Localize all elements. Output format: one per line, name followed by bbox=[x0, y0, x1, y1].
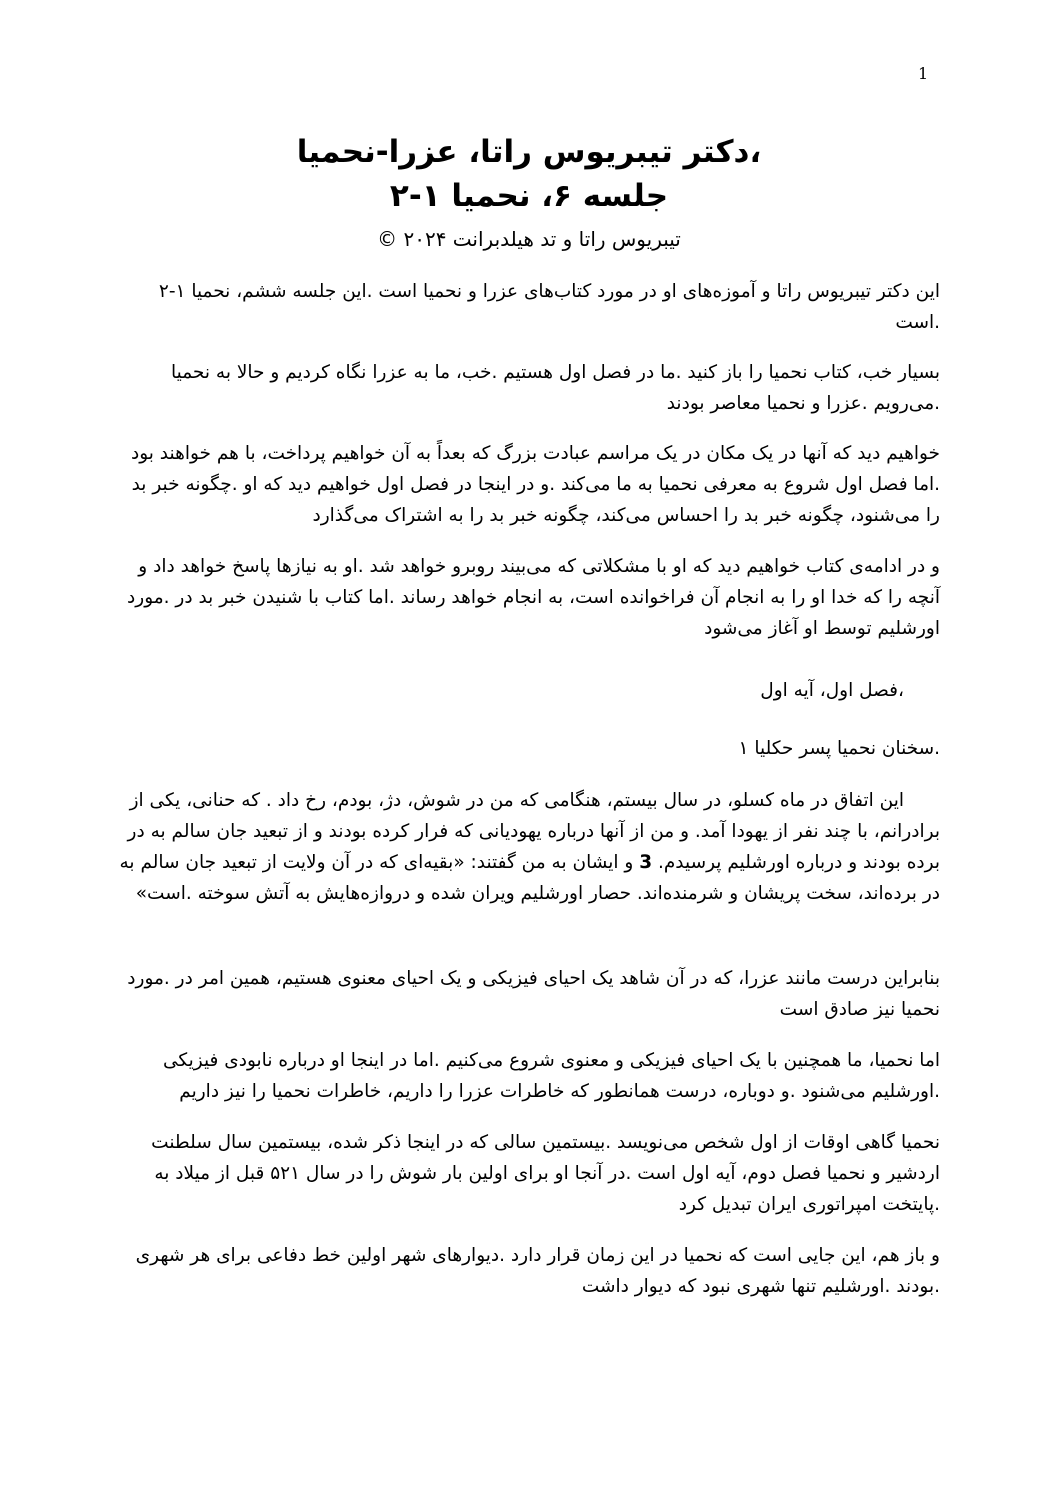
scripture-passage bbox=[118, 785, 940, 909]
scripture-heading: ،فصل اول، آیه اول bbox=[760, 680, 904, 701]
paragraph-open-book: بسیار خب، کتاب نحمیا را باز کنید .ما در فصل اول هستیم .خب، ما به عزرا نگاه کردیم و حالا به نحمیا .می‌رویم .عزرا و نحمیا معاصر بودند bbox=[171, 362, 940, 414]
page-number: 1 bbox=[918, 64, 929, 83]
paragraph-physical-revival: اما نحمیا، ما همچنین با یک احیای فیزیکی و معنوی شروع می‌کنیم .اما در اینجا او درباره نابودی فیزیکی .اورشلیم می‌شنود .و دوباره، درست همانطور که خاطرات عزرا را داریم، خاطرات نحمیا را نیز داریم bbox=[162, 1050, 940, 1102]
verse-number: 3 bbox=[639, 852, 653, 873]
scripture-passage-part1: این اتفاق در ماه کسلو، در سال بیستم، هنگامی که من در شوش، دژ، بودم، رخ داد . که حنانی، یکی از برادرانم، با چند نفر از یهودا آمد. و من از آنها درباره یهودیانی که فرار کرده بودند و از تبعید جان سالم به در برده بودند و درباره اورشلیم پرسیدم. bbox=[127, 790, 940, 873]
paragraph-revival: بنابراین درست مانند عزرا، که در آن شاهد یک احیای فیزیکی و یک احیای معنوی هستیم، همین امر در .مورد نحمیا نیز صادق است bbox=[127, 968, 940, 1020]
scripture-passage-part2: و ایشان به من گفتند: «بقیه‌ای که در آن ولایت از تبعید جان سالم به در برده‌اند، سخت پریشان و شرمنده‌اند. حصار اورشلیم ویران شده و دروازه‌هایش به آتش سوخته .است» bbox=[119, 852, 940, 904]
page-subtitle: جلسه ۶، نحمیا ۱-۲ bbox=[389, 178, 669, 214]
paragraph-intro: این دکتر تیبریوس راتا و آموزه‌های او در مورد کتاب‌های عزرا و نحمیا است .این جلسه ششم، نحمیا ۱-۲ .است bbox=[158, 281, 940, 333]
paragraph-worship: خواهیم دید که آنها در یک مکان در یک مراسم عبادت بزرگ که بعداً به آن خواهیم پرداخت، با هم خواهند بود .اما فصل اول شروع به معرفی نحمیا به ما می‌کند .و در اینجا در فصل اول خواهیم دید که او .چگونه خبر بد را می‌شنود، چگونه خبر بد را احساس می‌کند، چگونه خبر بد را به اشتراک می‌گذارد bbox=[130, 443, 940, 526]
scripture-verse-1: .سخنان نحمیا پسر حکلیا ۱ bbox=[738, 738, 940, 759]
document-header bbox=[120, 130, 938, 254]
copyright-line: تیبریوس راتا و تد هیلدبرانت ۲۰۲۴ © bbox=[377, 227, 681, 251]
paragraph-first-person: نحمیا گاهی اوقات از اول شخص می‌نویسد .بیستمین سالی که در اینجا ذکر شده، بیستمین سال سلطنت اردشیر و نحمیا فصل دوم، آیه اول است .در آنجا او برای اولین بار شوش را در سال ۵۲۱ قبل از میلاد به .پایتخت امپراتوری ایران تبدیل کرد bbox=[151, 1132, 940, 1215]
paragraph-city-walls: و باز هم، این جایی است که نحمیا در این زمان قرار دارد .دیوارهای شهر اولین خط دفاعی برای هر شهری .بودند .اورشلیم تنها شهری نبود که دیوار داشت bbox=[135, 1245, 940, 1297]
paragraph-continuation: و در ادامه‌ی کتاب خواهیم دید که او با مشکلاتی که می‌بیند روبرو خواهد شد .او به نیازها پاسخ خواهد داد و آنچه را که خدا او را به انجام آن فراخوانده است، به انجام خواهد رساند .اما کتاب با شنیدن خبر بد در .مورد اورشلیم توسط او آغاز می‌شود bbox=[127, 556, 940, 639]
page-title: ،دکتر تیبریوس راتا، عزرا-نحمیا bbox=[296, 134, 762, 170]
